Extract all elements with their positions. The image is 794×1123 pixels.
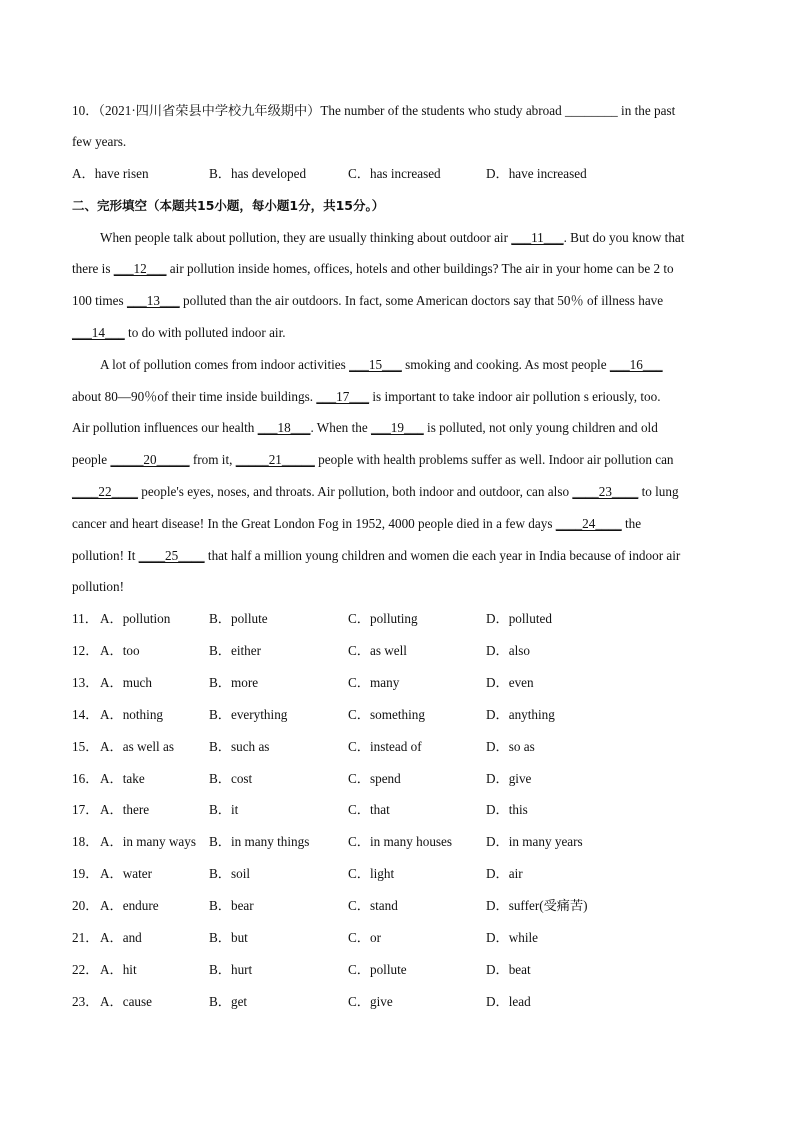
option-d: D．so as	[486, 738, 535, 754]
option-b: B．pollute	[209, 611, 268, 626]
passage-line: there is ___12___ air pollution inside homes, offices, hotels and other buildings? The air in your home can be 2 to	[72, 261, 674, 276]
option-d: D．give	[486, 770, 532, 786]
question-number: 12．	[72, 642, 99, 658]
option-b: B．more	[209, 674, 259, 690]
question-number: 22．	[72, 961, 99, 977]
blank-25: ____25____	[138, 548, 205, 563]
option-d: D．lead	[486, 993, 531, 1009]
passage-line: cancer and heart disease! In the Great London Fog in 1952, 4000 people died in a few days ____24____ the	[72, 516, 642, 531]
option-d: D．anything	[486, 706, 555, 722]
option-a: A．cause	[100, 993, 152, 1009]
option-d: D．air	[486, 866, 523, 882]
passage-line: A lot of pollution comes from indoor activities ___15___ smoking and cooking. As most people ___16___	[100, 357, 663, 372]
option-d: D．in many years	[486, 834, 583, 850]
question-number: 13．	[72, 674, 99, 690]
blank-24: ____24____	[555, 516, 622, 531]
option-b: B．it	[209, 802, 239, 818]
question-number: 23．	[72, 993, 99, 1009]
q10-stem-line1: 10．（2021·四川省荣县中学校九年级期中）The number of the students who study abroad ________ in the past	[72, 103, 676, 118]
q10-option-a: A．have risen	[72, 166, 149, 181]
section-heading: 二、完形填空（本题共15小题，每小题1分，共15分。）	[72, 198, 385, 213]
q10-option-c: C．has increased	[348, 166, 441, 181]
option-a: A．too	[100, 642, 140, 658]
option-c: C．instead of	[348, 738, 422, 754]
q10-option-b: B．has developed	[209, 166, 307, 181]
option-a: A．there	[100, 802, 150, 818]
passage-line: Air pollution influences our health ___18___. When the ___19___ is polluted, not only young children and old	[72, 420, 658, 435]
blank-21: _____21_____	[235, 452, 315, 467]
option-a: A．endure	[100, 898, 159, 914]
option-b: B．bear	[209, 898, 254, 914]
blank-19: ___19___	[371, 420, 424, 435]
passage-line: people _____20_____ from it, _____21_____ people with health problems suffer as well. Indoor air pollution can	[72, 452, 674, 467]
option-c: C．as well	[348, 642, 407, 658]
question-number: 14．	[72, 706, 99, 722]
q10-stem-line2: few years.	[72, 134, 127, 149]
question-number: 18．	[72, 834, 99, 850]
option-c: C．that	[348, 802, 390, 818]
blank-11: ___11___	[511, 230, 564, 245]
option-d: D．suffer(受痛苦)	[486, 898, 588, 914]
question-number: 16．	[72, 770, 99, 786]
blank-17: ___17___	[316, 389, 370, 404]
option-d: D．also	[486, 642, 530, 658]
passage-line: When people talk about pollution, they are usually thinking about outdoor air ___11___. But do you know that	[100, 230, 685, 245]
question-number: 19．	[72, 866, 99, 882]
option-b: B．but	[209, 930, 248, 945]
question-number: 11．	[72, 611, 98, 626]
option-a: A．hit	[100, 961, 137, 977]
blank-12: ___12___	[113, 261, 167, 276]
option-d: D．while	[486, 930, 539, 945]
question-number: 20．	[72, 898, 99, 914]
option-c: C．in many houses	[348, 834, 453, 850]
option-b: B．such as	[209, 738, 270, 754]
option-b: B．hurt	[209, 961, 253, 977]
question-number: 21．	[72, 930, 99, 945]
option-a: A．nothing	[100, 706, 164, 722]
option-b: B．everything	[209, 706, 288, 722]
option-a: A．and	[100, 930, 142, 945]
option-a: A．much	[100, 674, 153, 690]
option-c: C．give	[348, 993, 393, 1009]
option-d: D．polluted	[486, 611, 552, 626]
option-a: A．in many ways	[100, 834, 196, 850]
option-c: C．light	[348, 866, 395, 882]
option-a: A．water	[100, 866, 152, 882]
passage-line: ____22____ people's eyes, noses, and throats. Air pollution, both indoor and outdoor, can also ____23____ to lung	[72, 484, 679, 499]
blank-18: ___18___	[257, 420, 311, 435]
option-a: A．pollution	[100, 611, 171, 626]
option-b: B．in many things	[209, 834, 310, 850]
passage-line: pollution!	[72, 579, 125, 594]
option-c: C．pollute	[348, 961, 407, 977]
blank-13: ___13___	[126, 293, 180, 308]
question-number: 17．	[72, 802, 99, 818]
option-a: A．take	[100, 770, 145, 786]
blank-22: ____22____	[72, 484, 138, 499]
passage-line: about 80—90％of their time inside buildings. ___17___ is important to take indoor air pollution s eriously, too.	[72, 389, 661, 404]
option-b: B．get	[209, 993, 248, 1009]
option-b: B．soil	[209, 866, 251, 882]
passage-line: pollution! It ____25____ that half a million young children and women die each year in India because of indoor air	[72, 548, 681, 563]
passage-line: ___14___ to do with polluted indoor air.	[72, 325, 286, 340]
option-d: D．beat	[486, 961, 531, 977]
question-number: 15．	[72, 738, 99, 754]
option-c: C．stand	[348, 898, 398, 914]
option-c: C．spend	[348, 770, 401, 786]
blank-23: ____23____	[572, 484, 639, 499]
blank-15: ___15___	[349, 357, 402, 372]
option-c: C．polluting	[348, 611, 418, 626]
option-d: D．this	[486, 802, 528, 818]
option-c: C．many	[348, 674, 400, 690]
blank-14: ___14___	[72, 325, 125, 340]
option-d: D．even	[486, 674, 534, 690]
passage-line: 100 times ___13___ polluted than the air outdoors. In fact, some American doctors say that 50％ of illness have	[72, 293, 664, 308]
option-b: B．either	[209, 642, 262, 658]
q10-option-d: D．have increased	[486, 166, 587, 181]
option-a: A．as well as	[100, 738, 174, 754]
option-b: B．cost	[209, 770, 253, 786]
option-c: C．something	[348, 706, 425, 722]
blank-16: ___16___	[609, 357, 663, 372]
blank-20: _____20_____	[110, 452, 190, 467]
option-c: C．or	[348, 930, 381, 945]
